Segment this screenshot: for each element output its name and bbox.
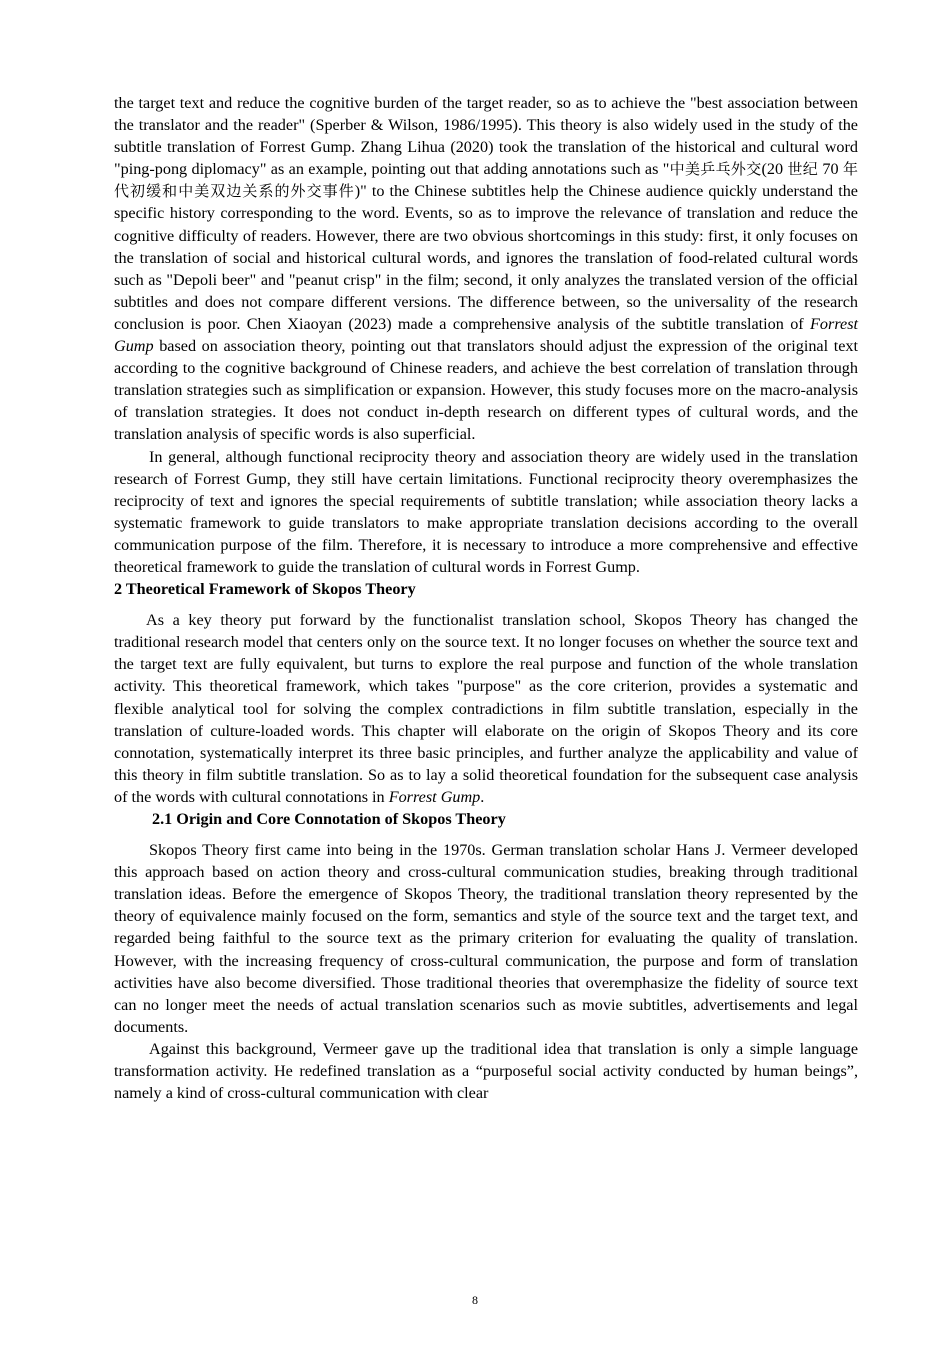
text-run: )" to the Chinese subtitles help the Chinese audience quickly understand the specific history corresponding to the word. Events, so as to improve the relevance of translation and reduce the cognitive difficulty of readers. However, there are two obvious shortcomings in this study: first, it only focuses on the translation of social and historical cultural words, and ignores the translation of food-related cultural words such as "Depoli beer" and "peanut crisp" in the film; second, it only analyzes the translated version of the official subtitles and does not compare different versions. The difference between, so the universality of the research conclusion is poor. Chen Xiaoyan (2023) made a comprehensive analysis of the subtitle translation of [114, 182, 858, 333]
paragraph-literature-review-continued [114, 92, 858, 446]
film-title: Forrest Gump [388, 787, 481, 806]
text-run: . [480, 787, 485, 806]
film-title: Forrest Gump [114, 314, 858, 356]
paragraph-skopos-intro [114, 609, 858, 808]
chinese-text-run: 中美乒乓外交 [669, 160, 762, 179]
text-run: based on association theory, pointing out that translators should adjust the expression of the original text according to the cognitive background of Chinese readers, and achieve the best correlation of translation through translation strategies such as simplification or expansion. However, this study focuses more on the macro-analysis of translation strategies. It does not conduct in-depth research on different types of cultural words, and the translation analysis of specific words is also superficial. [114, 337, 858, 444]
page-number: 8 [472, 1293, 478, 1307]
text-run: (20 [761, 160, 788, 179]
page-body [114, 92, 858, 1104]
section-heading: 2 Theoretical Framework of Skopos Theory [114, 580, 416, 599]
paragraph-general-summary: In general, although functional reciprocity theory and association theory are widely used in the translation research of Forrest Gump, they still have certain limitations. Functional reciprocity theory overemphasizes the reciprocity of text and ignores the special requirements of subtitle translation; while association theory lacks a systematic framework to guide translators to make appropriate translation decisions according to the overall communication purpose of the film. Therefore, it is necessary to introduce a more comprehensive and effective theoretical framework to guide the translation of cultural words in Forrest Gump. [114, 447, 858, 576]
text-run: As a key theory put forward by the functionalist translation school, Skopos Theory has changed the traditional research model that centers only on the source text. It no longer focuses on whether the source text and the target text are fully equivalent, but turns to explore the real purpose and function of the whole translation activity. This theoretical framework, which takes "purpose" as the core criterion, provides a systematic and flexible analytical tool for solving the complex contradictions in film subtitle translation, especially in the translation of culture-loaded words. This chapter will elaborate on the origin of Skopos Theory and its core connotation, systematically interpret its three basic principles, and further analyze the applicability and value of this theory in film subtitle translation. So as to lay a solid theoretical foundation for the subsequent case analysis of the words with cultural connotations in [114, 611, 858, 806]
paragraph-skopos-origin: Skopos Theory first came into being in the 1970s. German translation scholar Hans J. Vermeer developed this approach based on action theory and cross-cultural communication studies, breaking through traditional translation ideas. Before the emergence of Skopos Theory, the traditional translation theory represented by the theory of equivalence mainly focused on the form, semantics and style of the source text and the target text, and regarded being faithful to the source text as the primary criterion for evaluating the quality of translation. However, with the increasing frequency of cross-cultural communication, the purpose and form of translation activities have also become diversified. Those traditional theories that overemphasize the fidelity of source text can no longer meet the needs of actual translation scenarios such as movie subtitles, advertisements and legal documents. [114, 841, 858, 1036]
chinese-text-run: 年代初缓和中美双边关系的外交事件 [114, 160, 858, 201]
chinese-text-run: 世纪 [787, 160, 819, 179]
text-run: the target text and reduce the cognitive burden of the target reader, so as to achieve the "best association between the translator and the reader" (Sperber & Wilson, 1986/1995). This theory is also widely used in the study of the subtitle translation of Forrest Gump. Zhang Lihua (2020) took the translation of the historical and cultural word "ping-pong diplomacy" as an example, pointing out that adding annotations such as " [114, 94, 858, 179]
text-run: 70 [818, 160, 843, 179]
paragraph-vermeer-background: Against this background, Vermeer gave up the traditional idea that translation is only a simple language transformation activity. He redefined translation as a “purposeful social activity conducted by human beings”, namely a kind of cross-cultural communication with clear [114, 1039, 858, 1103]
subsection-heading: 2.1 Origin and Core Connotation of Skopos Theory [152, 810, 506, 828]
